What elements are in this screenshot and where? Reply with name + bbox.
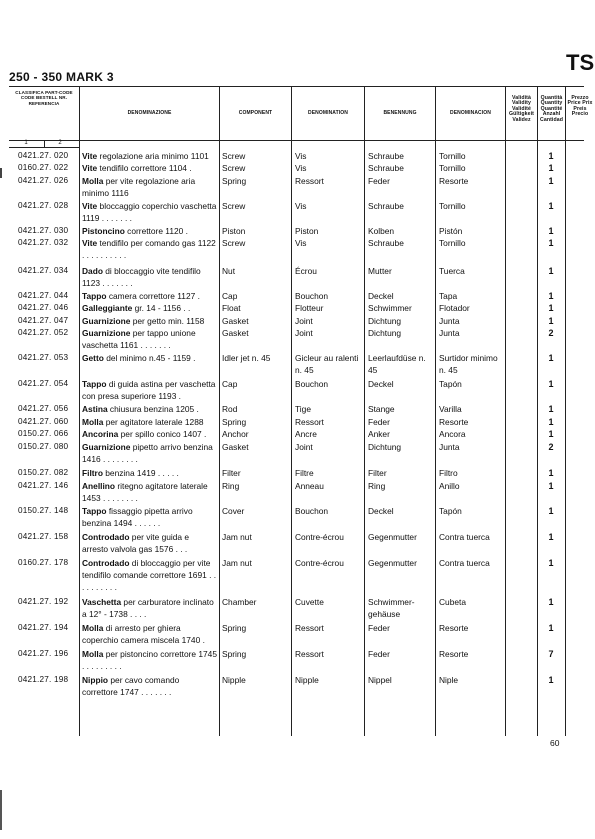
part-description (82, 441, 217, 465)
header-denominazione: DENOMINAZIONE (127, 110, 172, 116)
part-description (82, 531, 217, 555)
component-en: Screw (222, 151, 246, 161)
part-name: Filtro (82, 468, 103, 478)
quantity: 1 (548, 623, 554, 633)
subcol-divider (44, 140, 45, 147)
denominacion-es: Filtro (439, 468, 458, 478)
part-name: Astina (82, 404, 108, 414)
part-name: Dado (82, 266, 103, 276)
component-en: Cap (222, 379, 238, 389)
component-en: Idler jet n. 45 (222, 353, 271, 363)
part-detail: chiusura benzina 1205 . (107, 404, 199, 414)
part-detail: fissaggio pipetta arrivo benzina 1494 . . . . . . (82, 506, 193, 529)
denomination-fr: Joint (295, 442, 313, 452)
part-description (82, 265, 217, 289)
part-code: 0421.27. 034 (18, 266, 69, 275)
benennung-de: Schraube (368, 163, 404, 173)
table-top-rule (9, 86, 584, 87)
denomination-fr: Écrou (295, 266, 317, 276)
part-code: 0421.27. 052 (18, 328, 69, 337)
quantity: 1 (548, 266, 554, 276)
part-name: Tappo (82, 291, 107, 301)
part-description (82, 315, 217, 327)
denominacion-es: Junta (439, 328, 460, 338)
denomination-fr: Tige (295, 404, 311, 414)
denominacion-es: Tornillo (439, 238, 466, 248)
denominacion-es: Contra tuerca (439, 532, 490, 542)
part-name: Molla (82, 417, 104, 427)
denominacion-es: Surtidor minimo n. 45 (439, 353, 498, 375)
component-en: Piston (222, 226, 246, 236)
part-description (82, 480, 217, 504)
part-name: Ancorina (82, 429, 119, 439)
denomination-fr: Contre-écrou (295, 558, 344, 568)
header-component: COMPONENT (238, 110, 273, 116)
part-code: 0160.27. 178 (18, 558, 69, 567)
quantity: 2 (548, 328, 554, 338)
part-name: Guarnizione (82, 442, 131, 452)
header-code: CLASSIFICA PART-CODE CODE BESTELL NR. REFERENCIA (15, 90, 73, 106)
part-detail: per agitatore laterale 1288 (103, 417, 204, 427)
part-detail: per vite regolazione aria minimo 1116 (82, 176, 196, 199)
quantity: 1 (548, 468, 554, 478)
part-code: 0150.27. 080 (18, 442, 69, 451)
denomination-fr: Anneau (295, 481, 324, 491)
denomination-fr: Joint (295, 316, 313, 326)
benennung-de: Anker (368, 429, 390, 439)
part-description (82, 428, 217, 440)
col-divider (537, 86, 538, 736)
component-en: Chamber (222, 597, 257, 607)
benennung-de: Nippel (368, 675, 392, 685)
denominacion-es: Resorte (439, 417, 469, 427)
quantity: 1 (548, 597, 554, 607)
quantity: 1 (548, 163, 554, 173)
component-en: Nut (222, 266, 236, 276)
denominacion-es: Resorte (439, 176, 469, 186)
quantity: 1 (548, 417, 554, 427)
col-divider (565, 86, 566, 736)
part-description (82, 403, 217, 415)
part-name: Controdado (82, 558, 130, 568)
part-code: 0421.27. 020 (18, 151, 69, 160)
part-detail: di bloccaggio vite tendifilo 1123 . . . . . . . (82, 266, 201, 289)
benennung-de: Ring (368, 481, 386, 491)
benennung-de: Feder (368, 623, 390, 633)
part-detail: del minimo n.45 - 1159 . (103, 353, 196, 363)
part-code: 0421.27. 198 (18, 675, 69, 684)
part-description (82, 162, 217, 174)
part-detail: regolazione aria minimo 1101 (97, 151, 209, 161)
part-detail: di arresto per ghiera coperchio camera miscela 1740 . (82, 623, 205, 646)
benennung-de: Feder (368, 649, 390, 659)
denominacion-es: Contra tuerca (439, 558, 490, 568)
part-name: Controdado (82, 532, 130, 542)
benennung-de: Stange (368, 404, 395, 414)
part-description (82, 596, 217, 620)
part-description (82, 290, 217, 302)
benennung-de: Schwimmer (368, 303, 412, 313)
component-en: Screw (222, 238, 246, 248)
quantity: 1 (548, 176, 554, 186)
quantity: 1 (548, 316, 554, 326)
denominacion-es: Junta (439, 316, 460, 326)
quantity: 1 (548, 429, 554, 439)
component-en: Anchor (222, 429, 249, 439)
part-description (82, 557, 217, 594)
benennung-de: Deckel (368, 291, 394, 301)
part-description (82, 674, 217, 698)
denomination-fr: Piston (295, 226, 319, 236)
denomination-fr: Cuvette (295, 597, 324, 607)
denominacion-es: Tornillo (439, 201, 466, 211)
denomination-fr: Bouchon (295, 291, 329, 301)
part-description (82, 327, 217, 351)
quantity: 1 (548, 506, 554, 516)
quantity: 1 (548, 404, 554, 414)
denomination-fr: Bouchon (295, 506, 329, 516)
denominacion-es: Resorte (439, 649, 469, 659)
part-name: Vite (82, 238, 98, 248)
part-description (82, 200, 217, 224)
part-detail: per pistoncino correttore 1745 . . . . . . . . . (82, 649, 218, 672)
denominacion-es: Pistón (439, 226, 463, 236)
quantity: 1 (548, 353, 554, 363)
denomination-fr: Vis (295, 201, 307, 211)
part-name: Tappo (82, 506, 107, 516)
quantity: 2 (548, 442, 554, 452)
part-detail: tendifilo correttore 1104 . (97, 163, 192, 173)
component-en: Screw (222, 163, 246, 173)
denomination-fr: Bouchon (295, 379, 329, 389)
benennung-de: Deckel (368, 506, 394, 516)
part-code: 0421.27. 056 (18, 404, 69, 413)
quantity: 1 (548, 201, 554, 211)
benennung-de: Deckel (368, 379, 394, 389)
denominacion-es: Niple (439, 675, 459, 685)
component-en: Float (222, 303, 241, 313)
part-description (82, 352, 217, 364)
component-en: Nipple (222, 675, 246, 685)
part-detail: di bloccaggio per vite tendifilo comande correttore 1691 . . . . . . . . . . (82, 558, 217, 593)
component-en: Gasket (222, 316, 249, 326)
part-name: Getto (82, 353, 104, 363)
part-description (82, 505, 217, 529)
part-name: Molla (82, 176, 104, 186)
part-name: Vite (82, 151, 98, 161)
part-description (82, 237, 217, 261)
benennung-de: Feder (368, 176, 390, 186)
component-en: Ring (222, 481, 240, 491)
benennung-de: Dichtung (368, 442, 402, 452)
part-detail: per cavo comando correttore 1747 . . . . . . . (82, 675, 180, 698)
part-detail: tendifilo per comando gas 1122 . . . . . . . . . . (82, 238, 216, 261)
part-code: 0150.27. 148 (18, 506, 69, 515)
quantity: 1 (548, 291, 554, 301)
header-validity: Validità Validity Validité Gültigkeit Validez (509, 95, 534, 123)
denominacion-es: Tornillo (439, 151, 466, 161)
part-code: 0421.27. 194 (18, 623, 69, 632)
part-description (82, 150, 217, 162)
component-en: Screw (222, 201, 246, 211)
benennung-de: Leerlaufdüse n. 45 (368, 353, 426, 375)
part-code: 0421.27. 192 (18, 597, 69, 606)
denomination-fr: Joint (295, 328, 313, 338)
component-en: Filter (222, 468, 241, 478)
component-en: Cover (222, 506, 245, 516)
col-divider (505, 86, 506, 736)
denominacion-es: Tapón (439, 506, 462, 516)
part-code: 0421.27. 158 (18, 532, 69, 541)
part-detail: ritegno agitatore laterale 1453 . . . . . . . . (82, 481, 208, 504)
denominacion-es: Varilla (439, 404, 462, 414)
denomination-fr: Vis (295, 151, 307, 161)
component-en: Jam nut (222, 532, 252, 542)
part-description (82, 378, 217, 402)
benennung-de: Feder (368, 417, 390, 427)
col-divider (435, 86, 436, 736)
denominacion-es: Flotador (439, 303, 470, 313)
denomination-fr: Contre-écrou (295, 532, 344, 542)
header-benennung: BENENNUNG (383, 110, 417, 116)
part-code: 0150.27. 066 (18, 429, 69, 438)
part-name: Vite (82, 201, 98, 211)
part-description (82, 175, 217, 199)
section-code: TS (566, 50, 595, 75)
part-code: 0160.27. 022 (18, 163, 69, 172)
model-title: 250 - 350 MARK 3 (9, 70, 114, 84)
part-description (82, 225, 217, 237)
part-name: Molla (82, 623, 104, 633)
quantity: 7 (548, 649, 554, 659)
part-detail: per tappo unione vaschetta 1161 . . . . . . . (82, 328, 196, 351)
part-detail: bloccaggio coperchio vaschetta 1119 . . . . . . . (82, 201, 217, 224)
denomination-fr: Filtre (295, 468, 314, 478)
part-detail: per carburatore inclinato a 12° - 1738 . . . . (82, 597, 214, 620)
part-description (82, 648, 217, 672)
part-detail: gr. 14 - 1156 . . (132, 303, 191, 313)
component-en: Spring (222, 176, 247, 186)
part-name: Pistoncino (82, 226, 125, 236)
quantity: 1 (548, 675, 554, 685)
quantity: 1 (548, 481, 554, 491)
denomination-fr: Vis (295, 238, 307, 248)
benennung-de: Filter (368, 468, 387, 478)
denomination-fr: Ressort (295, 417, 324, 427)
part-code: 0421.27. 026 (18, 176, 69, 185)
benennung-de: Gegenmutter (368, 558, 417, 568)
part-name: Molla (82, 649, 104, 659)
benennung-de: Schraube (368, 151, 404, 161)
part-detail: camera correttore 1127 . (106, 291, 200, 301)
denominacion-es: Tapón (439, 379, 462, 389)
denominacion-es: Anillo (439, 481, 460, 491)
page-number: 60 (550, 738, 560, 748)
header-denomination: DENOMINATION (308, 110, 348, 116)
part-code: 0421.27. 028 (18, 201, 69, 210)
denomination-fr: Ressort (295, 176, 324, 186)
part-detail: per vite guida e arresto valvola gas 1576 . . . (82, 532, 190, 555)
header-code-sub1: 1 (24, 140, 28, 146)
part-name: Vaschetta (82, 597, 122, 607)
quantity: 1 (548, 226, 554, 236)
part-code: 0421.27. 044 (18, 291, 69, 300)
part-name: Galleggiante (82, 303, 133, 313)
quantity: 1 (548, 532, 554, 542)
col-divider (79, 86, 80, 736)
denominacion-es: Tapa (439, 291, 458, 301)
quantity: 1 (548, 238, 554, 248)
scan-mark (0, 168, 2, 178)
part-code: 0421.27. 060 (18, 417, 69, 426)
component-en: Gasket (222, 442, 249, 452)
denomination-fr: Nipple (295, 675, 319, 685)
col-divider (364, 86, 365, 736)
part-name: Anellino (82, 481, 116, 491)
quantity: 1 (548, 151, 554, 161)
denomination-fr: Ressort (295, 649, 324, 659)
part-code: 0421.27. 046 (18, 303, 69, 312)
part-code: 0421.27. 030 (18, 226, 69, 235)
denominacion-es: Ancora (439, 429, 466, 439)
part-name: Nippio (82, 675, 109, 685)
denominacion-es: Cubeta (439, 597, 467, 607)
col-divider (219, 86, 220, 736)
part-detail: pipetto arrivo benzina 1416 . . . . . . . . (82, 442, 213, 465)
denomination-fr: Ancre (295, 429, 317, 439)
header-denominacion: DENOMINACION (450, 110, 491, 116)
header-bottom-rule (9, 140, 584, 141)
header-price: Prezzo Price Prix Preis Precio (567, 95, 593, 118)
scan-mark (0, 790, 2, 830)
header-code-sub2: 2 (58, 140, 62, 146)
denominacion-es: Resorte (439, 623, 469, 633)
denomination-fr: Vis (295, 163, 307, 173)
part-name: Guarnizione (82, 316, 131, 326)
benennung-de: Gegenmutter (368, 532, 417, 542)
part-name: Guarnizione (82, 328, 131, 338)
part-description (82, 622, 217, 646)
benennung-de: Schwimmer-gehäuse (368, 597, 415, 619)
denomination-fr: Ressort (295, 623, 324, 633)
component-en: Jam nut (222, 558, 252, 568)
denominacion-es: Tornillo (439, 163, 466, 173)
denomination-fr: Flotteur (295, 303, 324, 313)
component-en: Cap (222, 291, 238, 301)
col-divider (291, 86, 292, 736)
part-description (82, 467, 217, 479)
header-quantity: Quantità Quantity Quantité Anzahl Cantidad (540, 95, 563, 123)
part-detail: di guida astina per vaschetta con presa superiore 1193 . (82, 379, 216, 402)
part-detail: benzina 1419 . . . . . (102, 468, 179, 478)
component-en: Spring (222, 623, 247, 633)
benennung-de: Dichtung (368, 328, 402, 338)
benennung-de: Schraube (368, 238, 404, 248)
part-name: Vite (82, 163, 98, 173)
part-code: 0421.27. 054 (18, 379, 69, 388)
benennung-de: Schraube (368, 201, 404, 211)
subheader-rule (9, 147, 79, 148)
part-code: 0421.27. 032 (18, 238, 69, 247)
denominacion-es: Tuerca (439, 266, 465, 276)
benennung-de: Dichtung (368, 316, 402, 326)
part-code: 0150.27. 082 (18, 468, 69, 477)
quantity: 1 (548, 379, 554, 389)
component-en: Gasket (222, 328, 249, 338)
denominacion-es: Junta (439, 442, 460, 452)
part-code: 0421.27. 053 (18, 353, 69, 362)
benennung-de: Mutter (368, 266, 392, 276)
part-detail: per spillo conico 1407 . (118, 429, 207, 439)
part-code: 0421.27. 146 (18, 481, 69, 490)
part-code: 0421.27. 047 (18, 316, 69, 325)
component-en: Spring (222, 649, 247, 659)
quantity: 1 (548, 558, 554, 568)
part-description (82, 302, 217, 314)
part-description (82, 416, 217, 428)
quantity: 1 (548, 303, 554, 313)
part-code: 0421.27. 196 (18, 649, 69, 658)
benennung-de: Kolben (368, 226, 395, 236)
part-detail: correttore 1120 . (124, 226, 188, 236)
part-name: Tappo (82, 379, 107, 389)
component-en: Rod (222, 404, 238, 414)
part-detail: per getto min. 1158 (130, 316, 205, 326)
component-en: Spring (222, 417, 247, 427)
denomination-fr: Gicleur au ralenti n. 45 (295, 353, 359, 375)
